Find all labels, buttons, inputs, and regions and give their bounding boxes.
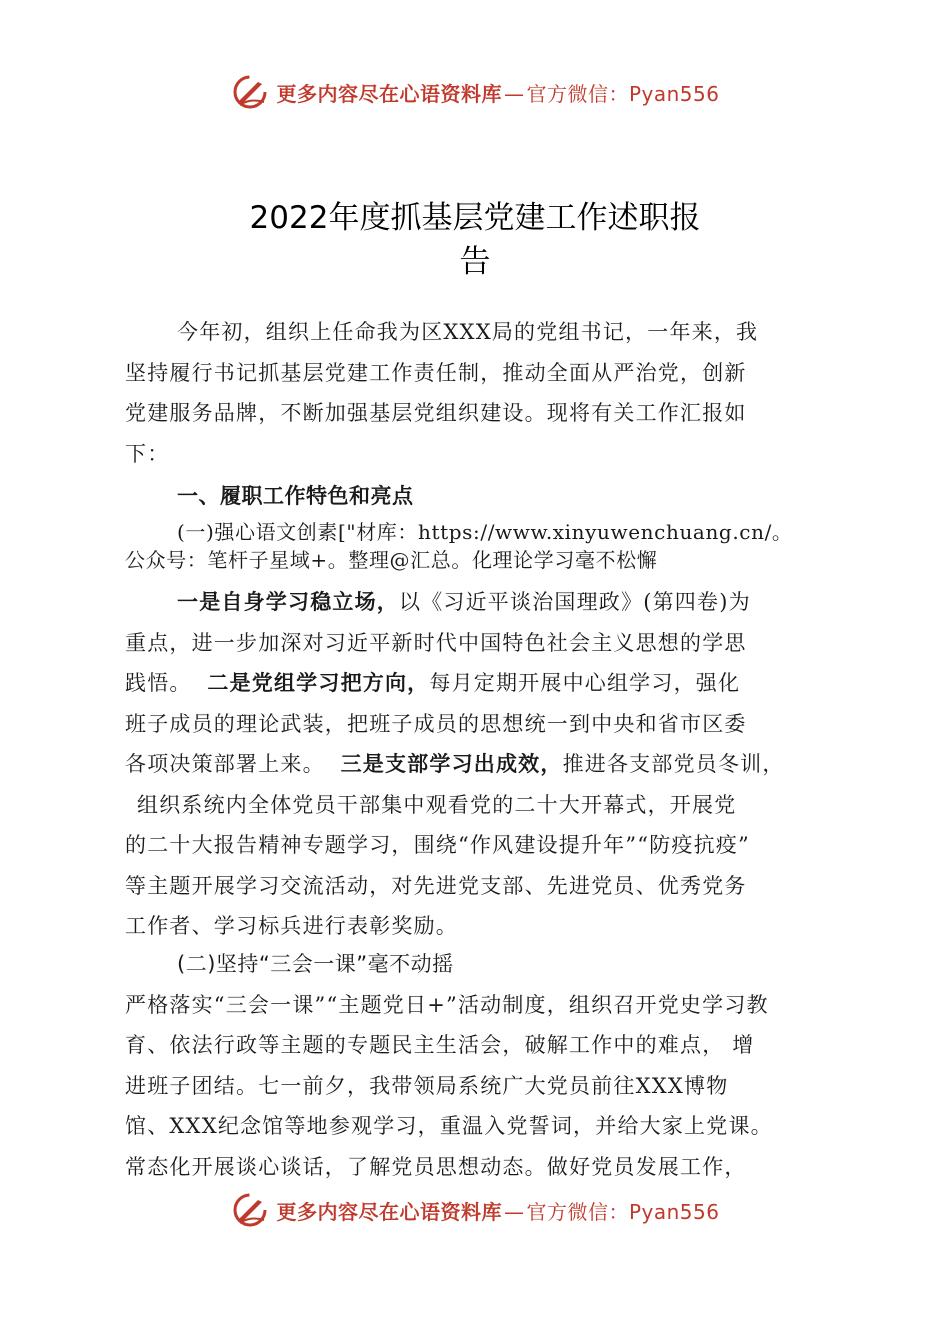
- point-one: 一是自身学习稳立场，: [177, 589, 399, 614]
- section2-heading: (二)坚持“三会一课”毫不动摇: [177, 952, 454, 976]
- sub1-line: (一)强心语文创素["材库：https://www.xinyuwenchuang.cn/。: [177, 520, 793, 544]
- para-line: [125, 663, 845, 704]
- pen-swirl-logo-icon: [230, 72, 270, 112]
- para-text: 每月定期开展中心组学习，强化: [429, 671, 741, 695]
- banner-suffix: 官方微信：Pyan556: [526, 1199, 720, 1224]
- banner-prefix: 更多内容尽在心语资料库: [276, 81, 502, 106]
- banner-dash: —: [503, 81, 525, 106]
- section1-sub1: [125, 518, 845, 574]
- section2-line: 常态化开展谈心谈话，了解党员思想动态。做好党员发展工作，: [125, 1154, 747, 1179]
- header-banner: [0, 70, 950, 114]
- para-line: 重点，进一步加深对习近平新时代中国特色社会主义思想的学思: [125, 630, 747, 655]
- intro-line: 党建服务品牌，不断加强基层党组织建设。现将有关工作汇报如: [125, 401, 747, 425]
- banner-text: [276, 1196, 719, 1225]
- section2-line: 馆、XXX纪念馆等地参观学习，重温入党誓词，并给大家上党课。: [125, 1114, 773, 1138]
- section2-line: 育、依法行政等主题的专题民主生活会，破解工作中的难点， 增: [125, 1033, 755, 1057]
- title-line-1: 2022年度抓基层党建工作述职报: [249, 200, 701, 236]
- point-two: 二是党组学习把方向，: [207, 670, 430, 695]
- intro-line: 下：: [125, 441, 170, 466]
- section1: [125, 476, 845, 517]
- pen-swirl-logo-icon: [230, 1190, 270, 1230]
- footer-banner: [0, 1188, 950, 1232]
- para-line: [125, 582, 845, 623]
- para-line: [125, 744, 845, 785]
- section2: [125, 944, 845, 1187]
- para-text: 各项决策部署上来。: [125, 752, 325, 776]
- document-title: [0, 196, 950, 284]
- para-line: 工作者、学习标兵进行表彰奖励。: [125, 914, 458, 938]
- para-text: 践悟。: [125, 671, 192, 695]
- banner-text: [276, 78, 719, 107]
- para-line: 等主题开展学习交流活动，对先进党支部、先进党员、优秀党务: [125, 873, 747, 898]
- section2-line: 进班子团结。七一前夕，我带领局系统广大党员前往XXX博物: [125, 1073, 729, 1098]
- intro-line: 今年初，组织上任命我为区XXX局的党组书记，一年来，我: [177, 320, 759, 344]
- point-three: 三是支部学习出成效，: [340, 751, 563, 776]
- study-paragraph: [125, 582, 845, 947]
- intro-paragraph: [125, 312, 845, 474]
- intro-line: 坚持履行书记抓基层党建工作责任制，推动全面从严治党，创新: [125, 360, 747, 385]
- para-line: 的二十大报告精神专题学习，围绕“作风建设提升年”“防疫抗疫”: [125, 833, 750, 857]
- banner-prefix: 更多内容尽在心语资料库: [276, 1199, 502, 1224]
- para-text: 以《习近平谈治国理政》(第四卷)为: [399, 590, 751, 614]
- section2-line: 严格落实“三会一课”“主题党日+”活动制度，组织召开党史学习教: [125, 992, 769, 1017]
- banner-suffix: 官方微信：Pyan556: [526, 81, 720, 106]
- banner-dash: —: [503, 1199, 525, 1224]
- para-text: 推进各支部党员冬训，: [562, 752, 785, 776]
- title-line-2: 告: [459, 244, 491, 280]
- section1-heading: 一、履职工作特色和亮点: [177, 484, 414, 508]
- sub1-line: 公众号：笔杆子星域+。整理@汇总。化理论学习毫不松懈: [125, 548, 658, 572]
- para-line: 组织系统内全体党员干部集中观看党的二十大开幕式，开展党: [137, 792, 737, 817]
- para-line: 班子成员的理论武装，把班子成员的思想统一到中央和省市区委: [125, 711, 747, 736]
